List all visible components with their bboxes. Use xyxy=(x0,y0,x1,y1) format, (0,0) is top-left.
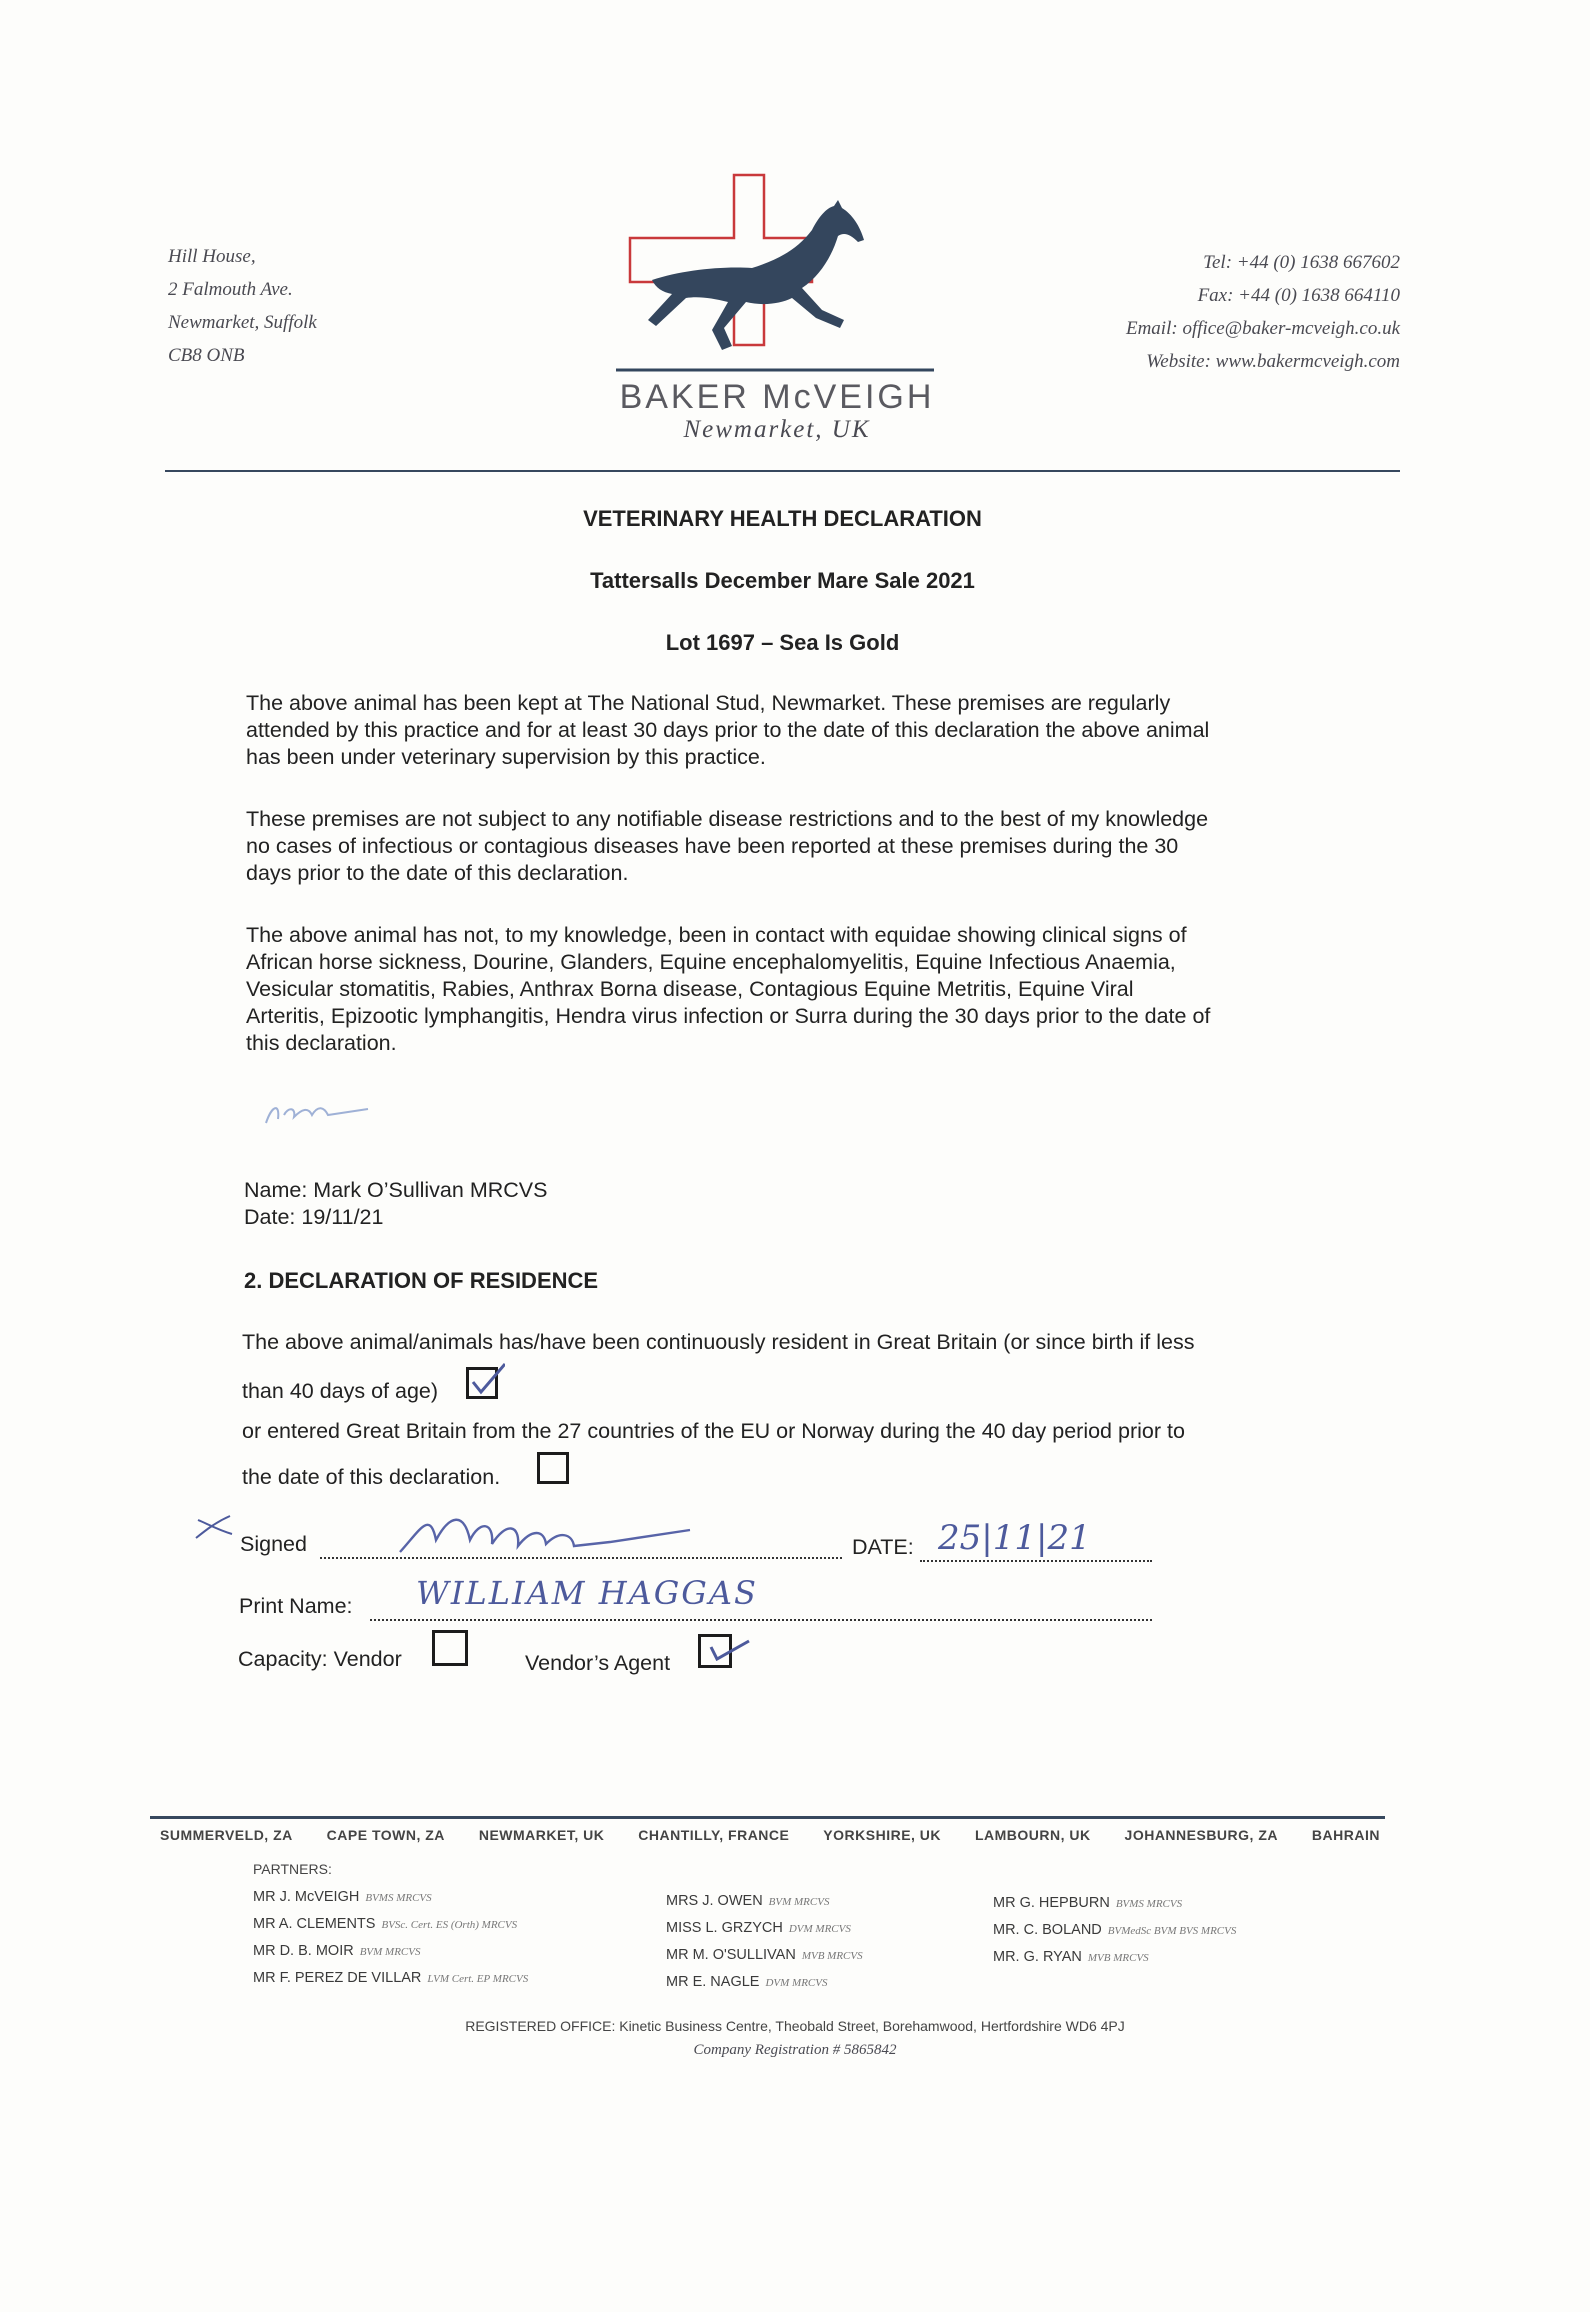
partner-entry: MISS L. GRZYCH DVM MRCVS xyxy=(666,1920,851,1936)
partner-entry: MR M. O'SULLIVAN MVB MRCVS xyxy=(666,1947,863,1963)
para-line: The above animal has been kept at The National Stud, Newmarket. These premises are regularly xyxy=(246,691,1171,715)
residence-line-4: the date of this declaration. xyxy=(242,1465,501,1489)
print-name-value: WILLIAM HAGGAS xyxy=(416,1574,758,1612)
x-mark-icon xyxy=(192,1512,236,1542)
partner-entry: MRS J. OWEN BVM MRCVS xyxy=(666,1893,830,1909)
vendor-signature xyxy=(360,1500,730,1564)
header-divider xyxy=(165,470,1400,472)
check-mark-icon xyxy=(703,1631,751,1667)
paragraph-restrictions xyxy=(246,806,1316,887)
lot-title: Lot 1697 – Sea Is Gold xyxy=(665,630,900,655)
location-item: CAPE TOWN, ZA xyxy=(326,1827,445,1843)
email-line: Email: office@baker-mcveigh.co.uk xyxy=(1125,318,1400,339)
vendor-checkbox[interactable] xyxy=(432,1630,468,1666)
contact-block xyxy=(1126,246,1400,378)
signed-label: Signed xyxy=(240,1532,307,1556)
partner-entry: MR J. McVEIGH BVMS MRCVS xyxy=(253,1889,432,1905)
partner-entry: MR E. NAGLE DVM MRCVS xyxy=(666,1974,828,1990)
residence-line-2: than 40 days of age) xyxy=(242,1379,439,1403)
address-line: Newmarket, Suffolk xyxy=(168,312,317,333)
para-line: African horse sickness, Dourine, Glanders, Equine encephalomyelitis, Equine Infectious Anaemia, xyxy=(246,950,1176,974)
location-item: SUMMERVELD, ZA xyxy=(160,1827,293,1843)
location-item: NEWMARKET, UK xyxy=(478,1827,605,1843)
date-label: DATE: xyxy=(852,1535,914,1559)
print-name-line[interactable] xyxy=(370,1619,1152,1621)
para-line: attended by this practice and for at least 30 days prior to the date of this declaration the above animal xyxy=(246,718,1210,742)
location-item: JOHANNESBURG, ZA xyxy=(1124,1827,1278,1843)
resident-checkbox[interactable] xyxy=(466,1367,498,1399)
location-item: BAHRAIN xyxy=(1311,1827,1380,1843)
address-block xyxy=(168,240,317,372)
date-line[interactable] xyxy=(920,1560,1152,1562)
agent-checkbox[interactable] xyxy=(698,1634,732,1668)
partners-column-1 xyxy=(253,1884,528,1992)
para-line: The above animal has not, to my knowledge, been in contact with equidae showing clinical signs of xyxy=(246,923,1187,947)
partner-entry: MR. C. BOLAND BVMedSc BVM BVS MRCVS xyxy=(993,1922,1237,1938)
para-line: has been under veterinary supervision by this practice. xyxy=(246,745,766,769)
residence-line-3: or entered Great Britain from the 27 countries of the EU or Norway during the 40 day period prior to xyxy=(242,1419,1185,1443)
galloping-horse-icon xyxy=(648,200,864,350)
partner-entry: MR F. PEREZ DE VILLAR LVM Cert. EP MRCVS xyxy=(253,1970,529,1986)
office-locations xyxy=(160,1827,1380,1843)
brand-location: Newmarket, UK xyxy=(683,416,871,443)
vet-name: Name: Mark O’Sullivan MRCVS xyxy=(244,1178,548,1202)
para-line: These premises are not subject to any notifiable disease restrictions and to the best of my knowledge xyxy=(246,807,1209,831)
sale-name: Tattersalls December Mare Sale 2021 xyxy=(590,568,975,593)
location-item: CHANTILLY, FRANCE xyxy=(638,1827,790,1843)
check-mark-icon xyxy=(465,1360,505,1400)
partner-entry: MR D. B. MOIR BVM MRCVS xyxy=(253,1943,421,1959)
address-line: CB8 ONB xyxy=(168,345,245,366)
company-registration: Company Registration # 5865842 xyxy=(693,2042,897,2058)
residence-line-1: The above animal/animals has/have been continuously resident in Great Britain (or since birth if less xyxy=(242,1330,1195,1354)
brand-name: BAKER McVEIGH xyxy=(619,378,935,416)
location-item: LAMBOURN, UK xyxy=(974,1827,1091,1843)
partners-column-2 xyxy=(666,1888,863,1996)
address-line: Hill House, xyxy=(168,246,256,267)
vet-date: Date: 19/11/21 xyxy=(244,1205,384,1229)
partners-title: PARTNERS: xyxy=(253,1861,332,1877)
fax-line: Fax: +44 (0) 1638 664110 xyxy=(1197,285,1400,306)
agent-label: Vendor’s Agent xyxy=(525,1651,671,1675)
phone-line: Tel: +44 (0) 1638 667602 xyxy=(1203,252,1400,273)
document-title: VETERINARY HEALTH DECLARATION xyxy=(583,506,982,531)
paragraph-contact xyxy=(246,922,1316,1057)
para-line: days prior to the date of this declaration. xyxy=(246,861,629,885)
signed-date: 25|11|21 xyxy=(938,1518,1091,1558)
registered-office: REGISTERED OFFICE: Kinetic Business Centre, Theobald Street, Borehamwood, Hertfordshire WD6 4PJ xyxy=(465,2018,1125,2034)
residence-heading: 2. DECLARATION OF RESIDENCE xyxy=(244,1268,599,1293)
para-line: no cases of infectious or contagious diseases have been reported at these premises during the 30 xyxy=(246,834,1179,858)
address-line: 2 Falmouth Ave. xyxy=(168,279,293,300)
partner-entry: MR. G. RYAN MVB MRCVS xyxy=(993,1949,1149,1965)
location-item: YORKSHIRE, UK xyxy=(823,1827,942,1843)
print-name-label: Print Name: xyxy=(239,1594,353,1618)
capacity-label: Capacity: Vendor xyxy=(238,1647,402,1671)
para-line: Arteritis, Epizootic lymphangitis, Hendra virus infection or Surra during the 30 days prior to the date of xyxy=(246,1004,1211,1028)
para-line: Vesicular stomatitis, Rabies, Anthrax Borna disease, Contagious Equine Metritis, Equine Viral xyxy=(246,977,1134,1001)
partners-column-3 xyxy=(993,1890,1236,1971)
website-line: Website: www.bakermcveigh.com xyxy=(1146,351,1400,372)
partner-entry: MR G. HEPBURN BVMS MRCVS xyxy=(993,1895,1183,1911)
para-line: this declaration. xyxy=(246,1031,397,1055)
eu-entry-checkbox[interactable] xyxy=(537,1452,569,1484)
footer-divider xyxy=(150,1816,1385,1819)
paragraph-premises xyxy=(246,690,1316,771)
vet-signature xyxy=(258,1085,398,1135)
partner-entry: MR A. CLEMENTS BVSc. Cert. ES (Orth) MRCVS xyxy=(253,1916,518,1932)
